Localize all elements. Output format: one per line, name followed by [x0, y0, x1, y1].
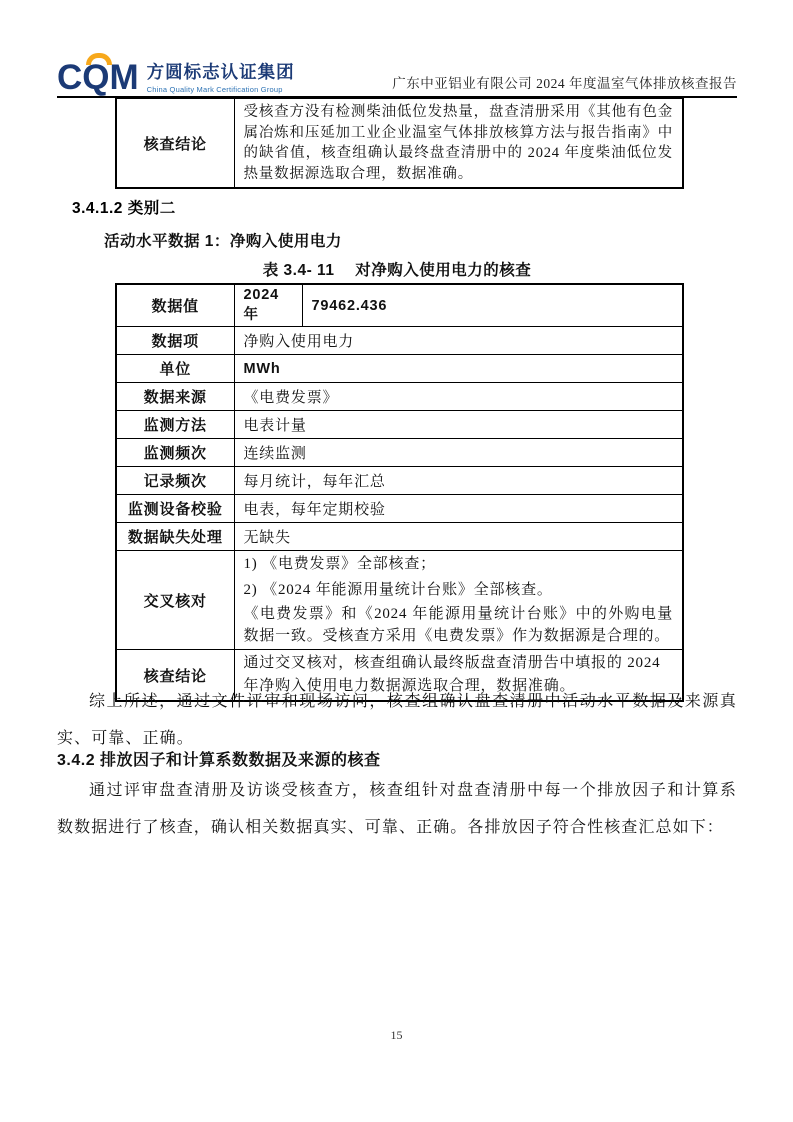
row-label: 监测方法: [116, 411, 234, 439]
row-content: 无缺失: [234, 523, 683, 551]
carryover-conclusion-table: [115, 97, 684, 189]
section-3-4-2-paragraph: 通过评审盘查清册及访谈受核查方，核查组针对盘查清册中每一个排放因子和计算系数数据进行了核查，确认相关数据真实、可靠、正确。各排放因子符合性核查汇总如下：: [57, 782, 737, 836]
row-content: 受核查方没有检测柴油低位发热量，盘查清册采用《其他有色金属冶炼和压延加工业企业温室气体排放核算方法与报告指南》中的缺省值，核查组确认最终盘查清册中的 2024 年度柴油低位发热量数据源选取合理，数据准确。: [234, 98, 683, 188]
row-label: 核查结论: [116, 98, 234, 188]
logo-arc-icon: [86, 53, 112, 65]
cross-check-note: 《电费发票》和《2024 年能源用量统计台账》中的外购电量数据一致。受核查方采用《电费发票》作为数据源是合理的。: [243, 606, 673, 644]
row-content: MWh: [234, 355, 683, 383]
electricity-verification-table: [115, 283, 684, 702]
table-row-cross-check: [116, 551, 683, 650]
document-title: 广东中亚铝业有限公司 2024 年度温室气体排放核查报告: [392, 76, 737, 91]
row-content: 电表，每年定期校验: [234, 495, 683, 523]
data-value: 79462.436: [302, 284, 683, 327]
row-content: 净购入使用电力: [234, 327, 683, 355]
table-row: [116, 327, 683, 355]
section-heading-3-4-2: 3.4.2 排放因子和计算系数数据及来源的核查: [57, 752, 381, 769]
page-number: 15: [390, 1028, 403, 1042]
row-label: 数据缺失处理: [116, 523, 234, 551]
row-label: 记录频次: [116, 467, 234, 495]
logo-acronym: CQM: [57, 58, 139, 97]
row-content: 每月统计，每年汇总: [234, 467, 683, 495]
data-year: 2024 年: [234, 284, 302, 327]
row-content: [234, 551, 683, 650]
table-row: [116, 411, 683, 439]
row-label: 单位: [116, 355, 234, 383]
row-content: 电表计量: [234, 411, 683, 439]
page-header: [57, 48, 737, 96]
row-content: 《电费发票》: [234, 383, 683, 411]
logo-name-en: China Quality Mark Certification Group: [146, 85, 283, 94]
row-label: 交叉核对: [116, 551, 234, 650]
row-label: 数据项: [116, 327, 234, 355]
table-row: [116, 523, 683, 551]
logo-names: [147, 59, 295, 96]
cqm-logo-mark: [57, 60, 139, 95]
row-label: 监测设备校验: [116, 495, 234, 523]
summary-paragraph: 综上所述，通过文件评审和现场访问，核查组确认盘查清册中活动水平数据及来源真实、可靠、正确。: [57, 693, 737, 747]
row-content: 通过交叉核对，核查组确认最终版盘查清册告中填报的 2024 年净购入使用电力数据源选取合理，数据准确。: [234, 650, 683, 702]
table-caption: 表 3.4- 11 对净购入使用电力的核查: [262, 262, 532, 279]
row-label: 监测频次: [116, 439, 234, 467]
cross-check-item-2: 2) 《2024 年能源用量统计台账》全部核查。: [243, 582, 553, 598]
table-row: [116, 98, 683, 188]
table-row: [116, 467, 683, 495]
section-heading-3-4-1-2: 3.4.1.2 类别二: [72, 200, 176, 217]
table-row: [116, 383, 683, 411]
table-row: [116, 439, 683, 467]
table-row: [116, 355, 683, 383]
table-row: [116, 495, 683, 523]
table-row: [116, 284, 683, 327]
activity-data-subheading: 活动水平数据 1：净购入使用电力: [104, 233, 342, 250]
cross-check-item-1: 1) 《电费发票》全部核查；: [243, 556, 436, 572]
row-content: 连续监测: [234, 439, 683, 467]
row-label: 核查结论: [116, 650, 234, 702]
cqm-logo: [57, 59, 295, 96]
row-label: 数据来源: [116, 383, 234, 411]
row-label: 数据值: [116, 284, 234, 327]
logo-name-cn: 方圆标志认证集团: [146, 62, 295, 82]
